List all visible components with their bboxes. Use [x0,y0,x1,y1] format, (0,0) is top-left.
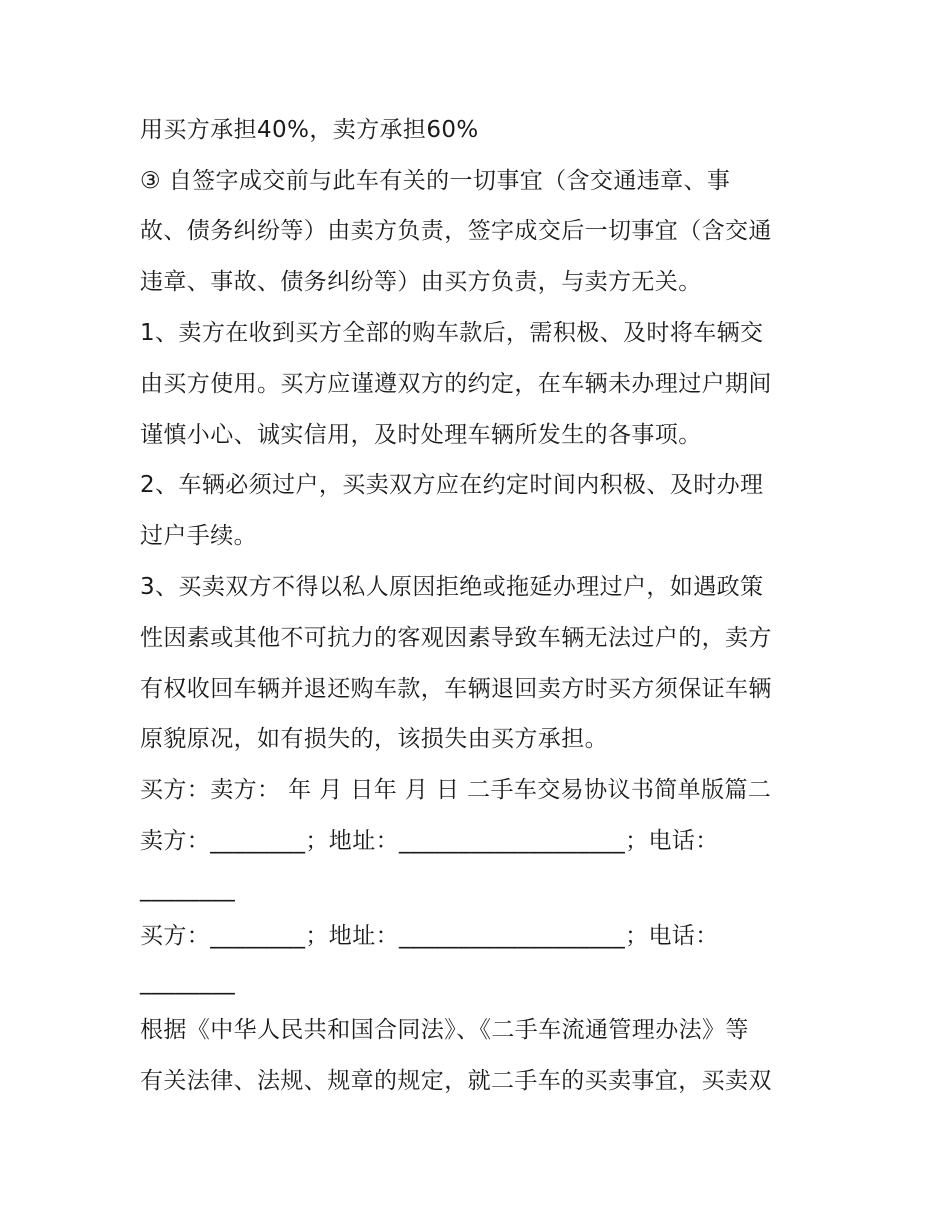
text-line: 用买方承担40%，卖方承担60% [140,117,479,143]
text-line: 原貌原况，如有损失的，该损失由买方承担。 [140,726,608,752]
text-line: 买方：卖方： 年 月 日年 月 日 二手车交易协议书简单版篇二 [140,777,772,803]
text-line: 卖方：________；地址：___________________；电话： [140,828,719,854]
text-line: 3、买卖双方不得以私人原因拒绝或拖延办理过户，如遇政策 [140,574,764,600]
text-line: 故、债务纠纷等）由卖方负责，签字成交后一切事宜（含交通 [140,218,772,244]
text-line: ③ 自签字成交前与此车有关的一切事宜（含交通违章、事 [140,168,731,194]
text-line: 买方：________；地址：___________________；电话： [140,923,719,949]
text-line: 有关法律、法规、规章的规定，就二手车的买卖事宜，买卖双 [140,1068,772,1094]
text-line: 根据《中华人民共和国合同法》、《二手车流通管理办法》等 [140,1017,749,1043]
text-line: 违章、事故、债务纠纷等）由买方负责，与卖方无关。 [140,269,702,295]
text-line: ________ [140,876,236,902]
text-line: 1、卖方在收到买方全部的购车款后，需积极、及时将车辆交 [140,320,764,346]
text-line: 谨慎小心、诚实信用，及时处理车辆所发生的各事项。 [140,422,702,448]
text-line: ________ [140,969,236,995]
text-line: 有权收回车辆并退还购车款，车辆退回卖方时买方须保证车辆 [140,676,772,702]
text-line: 由买方使用。买方应谨遵双方的约定，在车辆未办理过户期间 [140,371,772,397]
text-line: 2、车辆必须过户，买卖双方应在约定时间内积极、及时办理 [140,472,764,498]
text-line: 过户手续。 [140,523,257,549]
text-line: 性因素或其他不可抗力的客观因素导致车辆无法过户的，卖方 [140,625,772,651]
